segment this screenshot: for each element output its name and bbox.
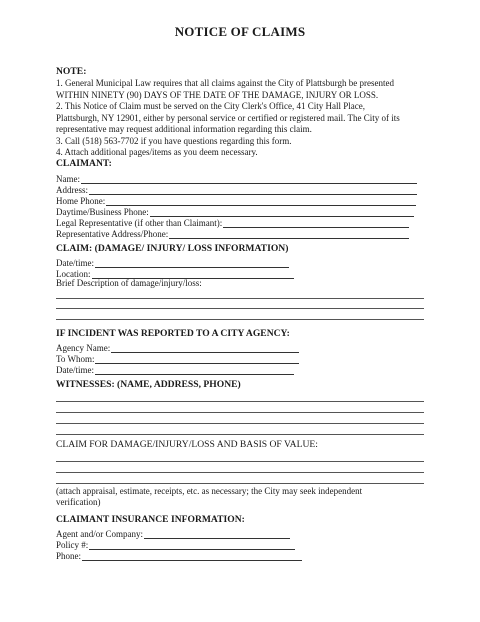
note-line: 2. This Notice of Claim must be served on the City Clerk's Office, 41 City Hall Place, xyxy=(56,101,365,111)
field-label: Agent and/or Company: xyxy=(56,529,143,539)
page-title: NOTICE OF CLAIMS xyxy=(174,24,306,39)
claim-datetime-field[interactable] xyxy=(56,257,289,268)
field-label: Daytime/Business Phone: xyxy=(56,207,149,217)
field-label: Legal Representative (if other than Claimant): xyxy=(56,218,223,228)
description-label: Brief Description of damage/injury/loss: xyxy=(56,278,202,288)
witness-line[interactable] xyxy=(56,401,424,402)
field-label: Policy #: xyxy=(56,540,89,550)
field-label: Location: xyxy=(56,269,91,279)
field-label: Address: xyxy=(56,185,88,195)
value-line[interactable] xyxy=(56,483,424,484)
agency-to-whom-field[interactable] xyxy=(56,353,299,364)
field-label: To Whom: xyxy=(56,354,95,364)
insurance-policy-input-line[interactable] xyxy=(89,541,295,550)
field-label: Date/time: xyxy=(56,365,94,375)
value-heading: CLAIM FOR DAMAGE/INJURY/LOSS AND BASIS OF VALUE: xyxy=(56,439,318,450)
representative-address-input-line[interactable] xyxy=(169,230,409,239)
claimant-address-field[interactable] xyxy=(56,184,417,195)
witness-line[interactable] xyxy=(56,434,424,435)
note-line: Plattsburgh, NY 12901, either by personal service or certified or registered mail. The City of its xyxy=(56,112,400,123)
agency-to-whom-input-line[interactable] xyxy=(95,355,299,364)
insurance-policy-field[interactable] xyxy=(56,539,295,550)
agency-heading: IF INCIDENT WAS REPORTED TO A CITY AGENCY: xyxy=(56,328,290,339)
claimant-heading: CLAIMANT: xyxy=(56,158,112,169)
note-line: 3. Call (518) 563-7702 if you have questions regarding this form. xyxy=(56,135,292,146)
value-line[interactable] xyxy=(56,472,424,473)
insurance-heading: CLAIMANT INSURANCE INFORMATION: xyxy=(56,514,245,525)
agency-datetime-input-line[interactable] xyxy=(95,366,294,375)
field-label: Agency Name: xyxy=(56,343,111,353)
attach-note: (attach appraisal, estimate, receipts, etc. as necessary; the City may seek independent xyxy=(56,486,363,496)
field-label: Phone: xyxy=(56,551,82,561)
insurance-agent-input-line[interactable] xyxy=(144,530,290,539)
insurance-agent-field[interactable] xyxy=(56,528,290,539)
agency-datetime-field[interactable] xyxy=(56,364,294,375)
claimant-daytime-phone-field[interactable] xyxy=(56,206,414,217)
field-label: Date/time: xyxy=(56,258,94,268)
daytime-phone-input-line[interactable] xyxy=(150,208,414,217)
insurance-phone-field[interactable] xyxy=(56,550,302,561)
agency-name-field[interactable] xyxy=(56,342,299,353)
claimant-home-phone-field[interactable] xyxy=(56,195,416,206)
field-label: Home Phone: xyxy=(56,196,106,206)
claim-datetime-input-line[interactable] xyxy=(95,259,289,268)
note-line: 4. Attach additional pages/items as you deem necessary. xyxy=(56,147,258,157)
description-line[interactable] xyxy=(56,298,424,299)
claimant-name-field[interactable] xyxy=(56,173,417,184)
legal-representative-field[interactable] xyxy=(56,217,409,228)
insurance-phone-input-line[interactable] xyxy=(82,552,302,561)
value-line[interactable] xyxy=(56,461,424,462)
description-line[interactable] xyxy=(56,308,424,309)
witness-line[interactable] xyxy=(56,423,424,424)
note-line: 1. General Municipal Law requires that all claims against the City of Plattsburgh be presented xyxy=(56,78,394,88)
field-label: Representative Address/Phone: xyxy=(56,229,169,239)
note-line: representative may request additional information regarding this claim. xyxy=(56,124,312,134)
legal-representative-input-line[interactable] xyxy=(223,219,409,228)
agency-name-input-line[interactable] xyxy=(111,344,299,353)
representative-address-field[interactable] xyxy=(56,228,409,239)
home-phone-input-line[interactable] xyxy=(106,197,416,206)
address-input-line[interactable] xyxy=(89,186,417,195)
note-body xyxy=(56,78,426,159)
claim-heading: CLAIM: (DAMAGE/ INJURY/ LOSS INFORMATION) xyxy=(56,243,289,254)
note-heading: NOTE: xyxy=(56,66,87,77)
description-line[interactable] xyxy=(56,319,424,320)
note-line: WITHIN NINETY (90) DAYS OF THE DATE OF THE DAMAGE, INJURY OR LOSS. xyxy=(56,89,379,100)
witnesses-heading: WITNESSES: (NAME, ADDRESS, PHONE) xyxy=(56,379,241,390)
name-input-line[interactable] xyxy=(81,175,417,184)
field-label: Name: xyxy=(56,174,80,184)
witness-line[interactable] xyxy=(56,412,424,413)
attach-note-continued: verification) xyxy=(56,497,101,507)
